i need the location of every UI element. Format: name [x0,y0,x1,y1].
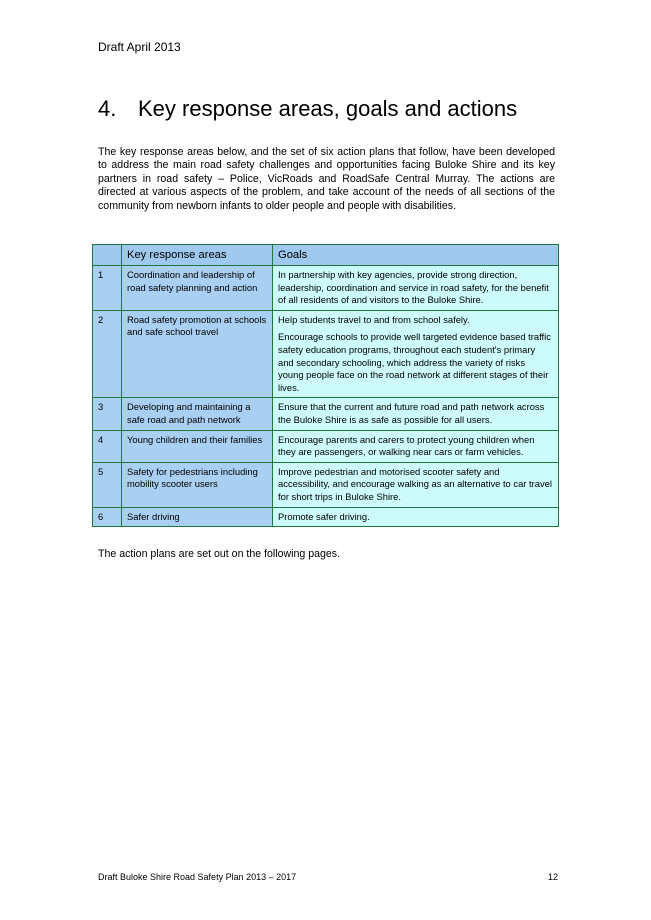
row-number: 6 [93,507,122,527]
key-response-areas-table [92,244,559,527]
row-area: Road safety promotion at schools and safe school travel [122,310,273,398]
outro-paragraph: The action plans are set out on the following pages. [98,548,341,560]
section-title-text: Key response areas, goals and actions [138,96,518,121]
row-number: 1 [93,266,122,311]
row-goals [273,430,559,462]
row-number: 2 [93,310,122,398]
row-goals [273,310,559,398]
table-header-row [93,245,559,266]
table-row [93,462,559,507]
row-goals [273,462,559,507]
table-row [93,266,559,311]
row-goals [273,398,559,430]
intro-paragraph: The key response areas below, and the set of six action plans that follow, have been developed to address the main road safety challenges and opportunities facing Buloke Shire and its key partners in road safety – Police, VicRoads and RoadSafe Central Murray. The actions are directed at various aspects of the problem, and take account of the needs of all sections of the community from newborn infants to older people and people with disabilities. [98,146,555,212]
page-header: Draft April 2013 [98,40,181,54]
goal-text: In partnership with key agencies, provide strong direction, leadership, coordination and service in road safety, for the benefit of all residents of and visitors to the Buloke Shire. [278,269,549,306]
row-goals [273,266,559,311]
goal-text: Encourage schools to provide well targeted evidence based traffic safety education programs, throughout each student's primary and secondary schooling, which address the variety of risks young people face on the road network at different stages of their lives. [278,331,551,393]
table-row [93,430,559,462]
row-area: Developing and maintaining a safe road and path network [122,398,273,430]
goal-text: Help students travel to and from school safely. [278,313,470,325]
row-area: Safer driving [122,507,273,527]
section-title [98,96,517,122]
row-number: 5 [93,462,122,507]
row-number: 3 [93,398,122,430]
goal-text: Ensure that the current and future road and path network across the Buloke Shire is as safe as possible for all users. [278,401,545,425]
row-area: Coordination and leadership of road safety planning and action [122,266,273,311]
row-goals [273,507,559,527]
goal-text: Promote safer driving. [278,510,370,522]
row-area: Young children and their families [122,430,273,462]
table-row [93,398,559,430]
goal-text: Improve pedestrian and motorised scooter safety and accessibility, and encourage walking as an alternative to car travel for short trips in Buloke Shire. [278,465,552,502]
section-number: 4. [98,96,117,121]
table-row [93,507,559,527]
header-number [93,245,122,266]
header-goals: Goals [273,245,559,266]
row-number: 4 [93,430,122,462]
footer-document-title: Draft Buloke Shire Road Safety Plan 2013 – 2017 [98,872,297,882]
row-area: Safety for pedestrians including mobility scooter users [122,462,273,507]
goal-text: Encourage parents and carers to protect young children when they are passengers, or walking near cars or farm vehicles. [278,433,535,458]
table-row [93,310,559,398]
header-key-response-areas: Key response areas [122,245,273,266]
footer-page-number: 12 [548,872,559,882]
